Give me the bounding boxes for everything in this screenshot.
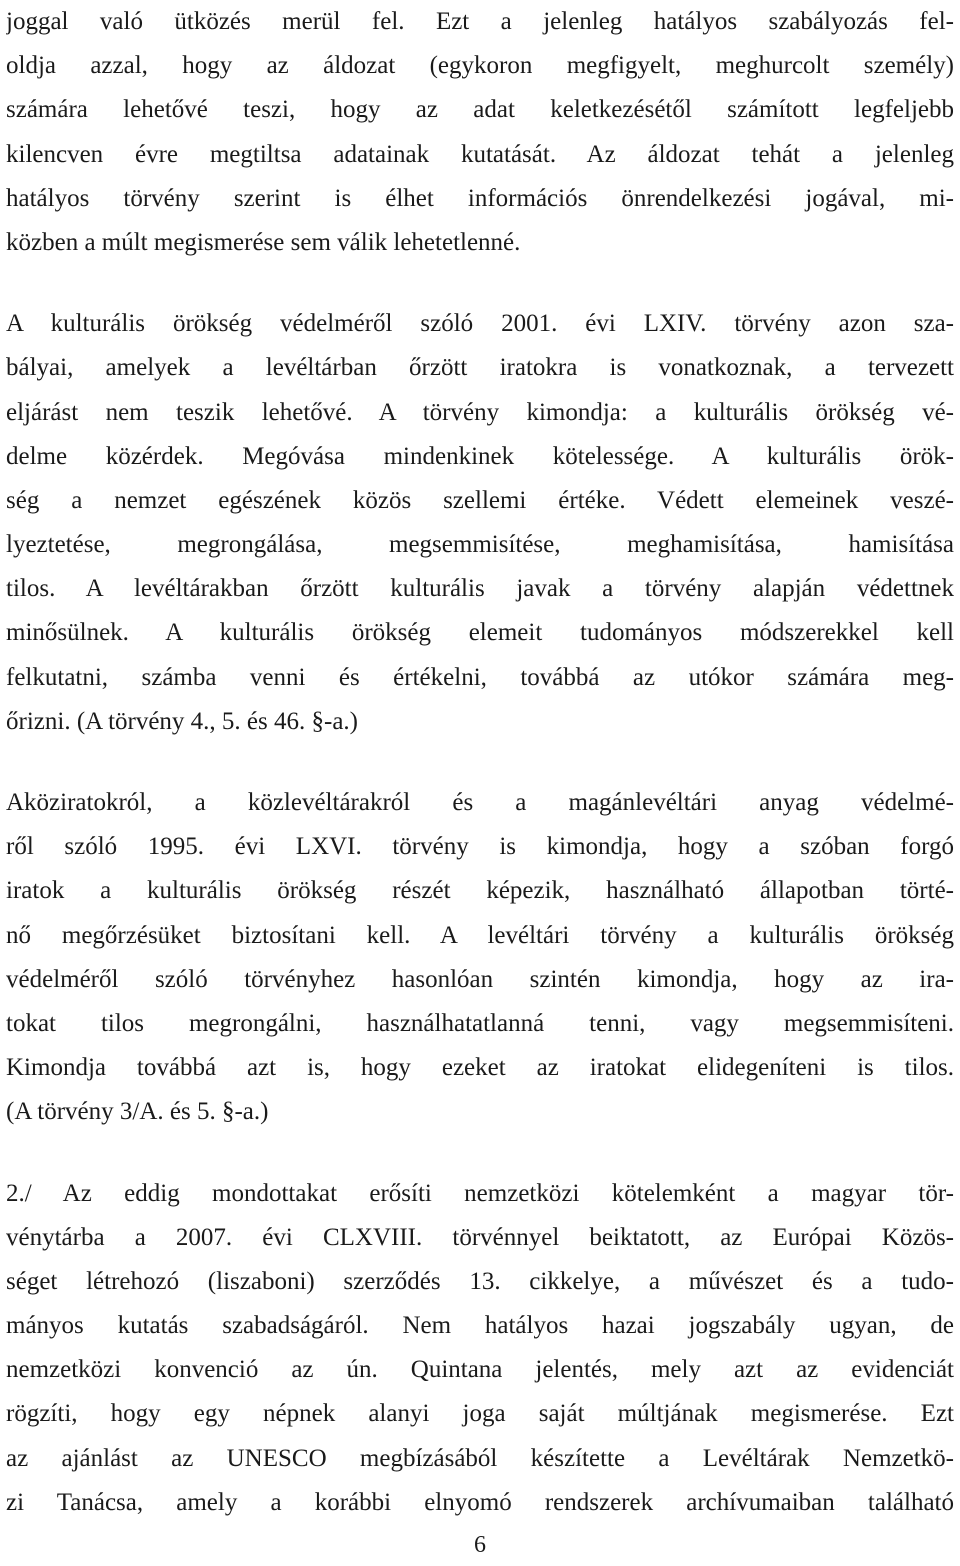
text-line: delme közérdek. Megóvása mindenkinek kötelessége. A kulturális örök- (6, 442, 954, 470)
text-line: ség a nemzet egészének közös szellemi értéke. Védett elemeinek veszé- (6, 486, 954, 514)
text-line: vénytárba a 2007. évi CLXVIII. törvénnyel beiktatott, az Európai Közös- (6, 1223, 954, 1251)
text-line: nő megőrzésüket biztosítani kell. A levéltári törvény a kulturális örökség (6, 921, 954, 949)
text-line: oldja azzal, hogy az áldozat (egykoron megfigyelt, meghurcolt személy) (6, 52, 954, 80)
text-line: séget létrehozó (liszaboni) szerződés 13. cikkelye, a művészet és a tudo- (6, 1267, 954, 1295)
text-line: joggal való ütközés merül fel. Ezt a jelenleg hatályos szabályozás fel- (6, 8, 954, 35)
text-line: (A törvény 3/A. és 5. §-a.) (6, 1098, 269, 1126)
text-line: Aköziratokról, a közlevéltárakról és a magánlevéltári anyag védelmé- (6, 789, 954, 816)
text-line: minősülnek. A kulturális örökség elemeit tudományos módszerekkel kell (6, 619, 954, 647)
text-line: hatályos törvény szerint is élhet információs önrendelkezési jogával, mi- (6, 184, 954, 212)
text-line: ről szóló 1995. évi LXVI. törvény is kimondja, hogy a szóban forgó (6, 833, 954, 861)
document-page (6, 0, 954, 1525)
text-line: A kulturális örökség védelméről szóló 2001. évi LXIV. törvény azon sza- (6, 310, 954, 338)
text-line: tokat tilos megrongálni, használhatatlanná tenni, vagy megsemmisíteni. (6, 1009, 954, 1037)
text-line: az ajánlást az UNESCO megbízásából készítette a Levéltárak Nemzetkö- (6, 1444, 954, 1472)
paragraph (6, 1172, 954, 1526)
text-line: Kimondja továbbá azt is, hogy ezeket az iratokat elidegeníteni is tilos. (6, 1054, 954, 1082)
text-line: védelméről szóló törvényhez hasonlóan szintén kimondja, hogy az ira- (6, 965, 954, 993)
text-line: kilencven évre megtiltsa adatainak kutatását. Az áldozat tehát a jelenleg (6, 140, 954, 168)
text-line: lyeztetése, megrongálása, megsemmisítése, meghamisítása, hamisítása (6, 531, 954, 559)
text-line: eljárást nem teszik lehetővé. A törvény kimondja: a kulturális örökség vé- (6, 398, 954, 426)
paragraph (6, 0, 954, 265)
text-line: rögzíti, hogy egy népnek alanyi joga saját múltjának megismerése. Ezt (6, 1400, 954, 1428)
text-line: 2./ Az eddig mondottakat erősíti nemzetközi kötelemként a magyar tör- (6, 1179, 954, 1207)
text-line: tilos. A levéltárakban őrzött kulturális javak a törvény alapján védettnek (6, 575, 954, 603)
text-line: őrizni. (A törvény 4., 5. és 46. §-a.) (6, 707, 359, 735)
text-line: iratok a kulturális örökség részét képezik, használható állapotban törté- (6, 877, 954, 905)
paragraph (6, 302, 954, 744)
text-line: mányos kutatás szabadságáról. Nem hatályos hazai jogszabály ugyan, de (6, 1312, 954, 1340)
text-line: zi Tanácsa, amely a korábbi elnyomó rendszerek archívumaiban található (6, 1488, 954, 1516)
text-line: bályai, amelyek a levéltárban őrzött iratokra is vonatkoznak, a tervezett (6, 354, 954, 382)
page-number: 6 (474, 1532, 486, 1558)
text-line: közben a múlt megismerése sem válik lehetetlenné. (6, 228, 521, 256)
paragraph (6, 781, 954, 1135)
text-line: felkutatni, számba venni és értékelni, továbbá az utókor számára meg- (6, 663, 954, 691)
text-line: nemzetközi konvenció az ún. Quintana jelentés, mely azt az evidenciát (6, 1356, 954, 1384)
text-line: számára lehetővé teszi, hogy az adat keletkezésétől számított legfeljebb (6, 96, 954, 124)
